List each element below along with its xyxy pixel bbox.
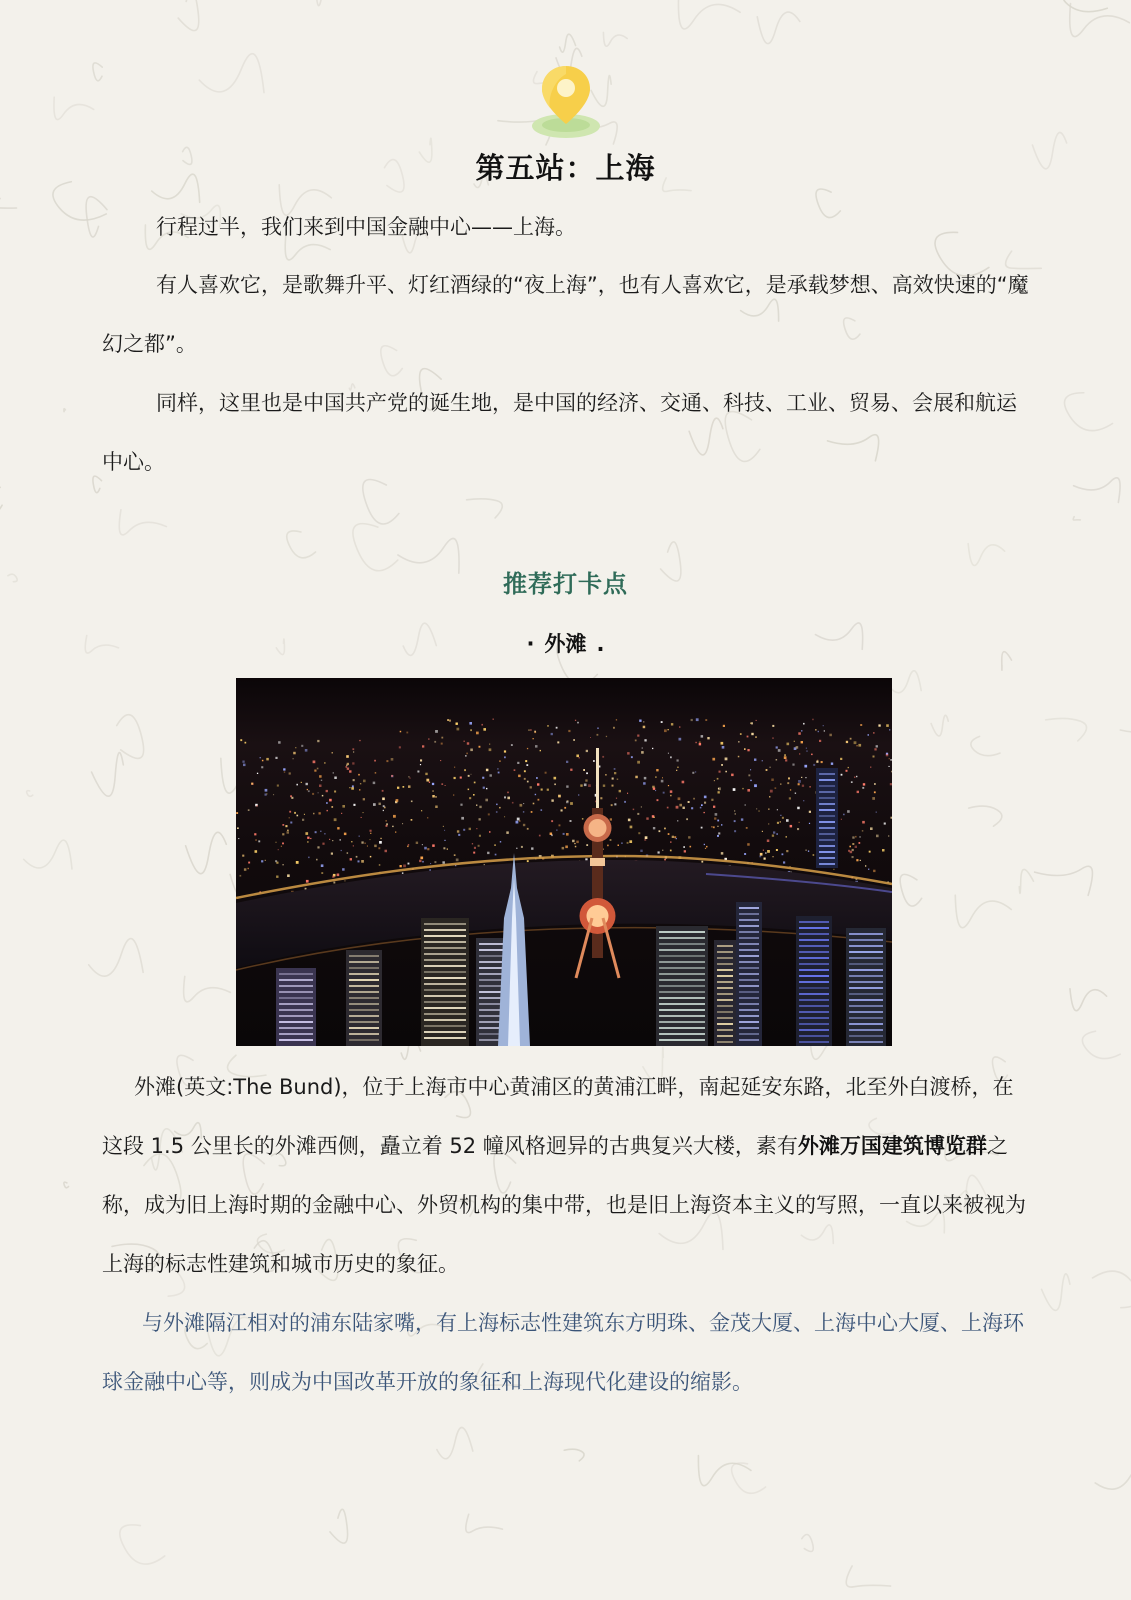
spot-dot-left: ·: [526, 632, 535, 656]
spot-name: 外滩: [544, 632, 587, 656]
pudong-description: 与外滩隔江相对的浦东陆家嘴，有上海标志性建筑东方明珠、金茂大厦、上海中心大厦、上海环球金融中心等，则成为中国改革开放的象征和上海现代化建设的缩影。: [102, 1311, 1024, 1394]
bund-night-photo: [236, 678, 892, 1046]
bund-text-bold: 外滩万国建筑博览群: [797, 1134, 987, 1158]
bund-text-part-2: 之称，成为旧上海时期的金融中心、外贸机构的集中带，也是旧上海资本主义的写照，一直以来被视为上海的标志性建筑和城市历史的象征。: [102, 1134, 1026, 1276]
spot-dot-right: .: [596, 632, 605, 656]
spot-title: [0, 628, 1131, 658]
intro-paragraph-2: 有人喜欢它，是歌舞升平、灯红酒绿的“夜上海”，也有人喜欢它，是承载梦想、高效快速的“魔幻之都”。: [102, 273, 1029, 356]
intro-paragraph-3: 同样，这里也是中国共产党的诞生地，是中国的经济、交通、科技、工业、贸易、会展和航运中心。: [102, 391, 1017, 474]
bund-description: [102, 1058, 1030, 1294]
bund-text-part-1: 外滩(英文:The Bund)，位于上海市中心黄浦区的黄浦江畔，南起延安东路，北至外白渡桥，在这段 1.5 公里长的外滩西侧，矗立着 52 幢风格迥异的古典复兴大楼，素有: [102, 1075, 1014, 1158]
recommend-heading: 推荐打卡点: [503, 570, 628, 598]
location-pin-icon: [528, 62, 604, 142]
intro-paragraph-1: 行程过半，我们来到中国金融中心——上海。: [156, 215, 576, 239]
page-title: 第五站：上海: [475, 151, 656, 185]
